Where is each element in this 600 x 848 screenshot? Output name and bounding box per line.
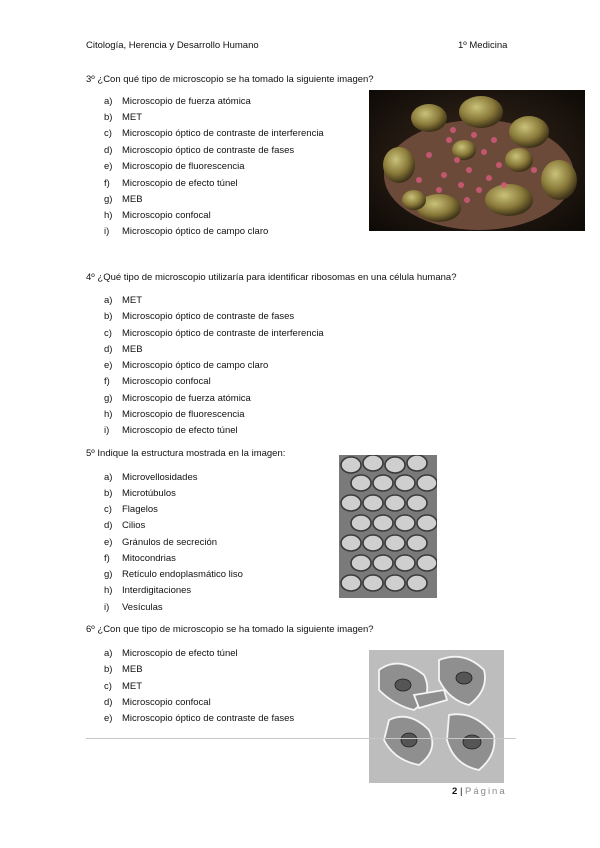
option-letter: i) xyxy=(104,425,110,436)
option-letter: b) xyxy=(104,664,113,675)
option[interactable] xyxy=(104,210,211,221)
page-number: 2 xyxy=(452,786,458,797)
option-letter: a) xyxy=(104,295,113,306)
option[interactable] xyxy=(104,328,324,339)
option[interactable] xyxy=(104,393,251,404)
option-letter: a) xyxy=(104,96,113,107)
option[interactable] xyxy=(104,585,191,596)
footer-page-number xyxy=(452,786,507,797)
option-letter: a) xyxy=(104,472,113,483)
option-text: MEB xyxy=(122,344,143,355)
option-text: MET xyxy=(122,681,143,692)
option[interactable] xyxy=(104,376,211,387)
option[interactable] xyxy=(104,226,268,237)
option[interactable] xyxy=(104,128,324,139)
option-text: Mitocondrias xyxy=(122,553,176,564)
option-letter: e) xyxy=(104,537,113,548)
option[interactable] xyxy=(104,178,238,189)
option-letter: b) xyxy=(104,311,113,322)
option-text: Microscopio de efecto túnel xyxy=(122,648,238,659)
option-text: Microscopio óptico de contraste de fases xyxy=(122,311,295,322)
option[interactable] xyxy=(104,488,176,499)
option-text: Microvellosidades xyxy=(122,472,198,483)
option-letter: g) xyxy=(104,194,113,205)
option-letter: c) xyxy=(104,681,112,692)
option-text: Microscopio de fuerza atómica xyxy=(122,96,251,107)
option-letter: d) xyxy=(104,344,113,355)
option-letter: a) xyxy=(104,648,113,659)
question-5-title: 5º Indique la estructura mostrada en la imagen: xyxy=(86,448,286,459)
header-year: 1º Medicina xyxy=(458,40,508,51)
option-text: Gránulos de secreción xyxy=(122,537,218,548)
option-text: MEB xyxy=(122,194,143,205)
option-text: Microtúbulos xyxy=(122,488,176,499)
option-text: Microscopio de efecto túnel xyxy=(122,178,238,189)
footer-separator: | xyxy=(459,786,463,797)
option-text: Microscopio confocal xyxy=(122,210,211,221)
option[interactable] xyxy=(104,537,217,548)
option-letter: c) xyxy=(104,504,112,515)
option-letter: h) xyxy=(104,210,113,221)
option-text: Microscopio óptico de contraste de fases xyxy=(122,713,295,724)
option-letter: e) xyxy=(104,360,113,371)
option-text: Microscopio confocal xyxy=(122,697,211,708)
option-letter: e) xyxy=(104,161,113,172)
option-letter: f) xyxy=(104,376,110,387)
option-text: Microscopio de efecto túnel xyxy=(122,425,238,436)
option-letter: b) xyxy=(104,112,113,123)
option[interactable] xyxy=(104,697,211,708)
option-text: Microscopio óptico de campo claro xyxy=(122,360,269,371)
option-text: Cilios xyxy=(122,520,146,531)
option-letter: d) xyxy=(104,145,113,156)
option[interactable] xyxy=(104,112,142,123)
option-letter: h) xyxy=(104,409,113,420)
option-letter: g) xyxy=(104,569,113,580)
option[interactable] xyxy=(104,713,294,724)
option-letter: f) xyxy=(104,178,110,189)
option-text: Interdigitaciones xyxy=(122,585,192,596)
option[interactable] xyxy=(104,161,245,172)
option[interactable] xyxy=(104,602,163,613)
header-course-title: Citología, Herencia y Desarrollo Humano xyxy=(86,40,259,51)
option[interactable] xyxy=(104,311,294,322)
option-letter: c) xyxy=(104,128,112,139)
question-6-title: 6º ¿Con que tipo de microscopio se ha tomado la siguiente imagen? xyxy=(86,624,374,635)
option[interactable] xyxy=(104,145,294,156)
option[interactable] xyxy=(104,344,143,355)
option-text: Microscopio óptico de contraste de fases xyxy=(122,145,295,156)
option-letter: d) xyxy=(104,697,113,708)
tem-cross-section-image xyxy=(339,455,437,598)
option-text: MET xyxy=(122,295,143,306)
option-letter: b) xyxy=(104,488,113,499)
option[interactable] xyxy=(104,664,143,675)
option-text: MET xyxy=(122,112,143,123)
option-letter: g) xyxy=(104,393,113,404)
option[interactable] xyxy=(104,360,268,371)
option-text: Microscopio óptico de contraste de interferencia xyxy=(122,328,324,339)
option[interactable] xyxy=(104,472,198,483)
footer-divider xyxy=(86,738,516,739)
option[interactable] xyxy=(104,504,158,515)
phase-contrast-cells-image xyxy=(369,650,504,783)
option[interactable] xyxy=(104,295,142,306)
option-text: Microscopio de fuerza atómica xyxy=(122,393,251,404)
option-text: Microscopio de fluorescencia xyxy=(122,409,245,420)
option-text: Microscopio óptico de contraste de interferencia xyxy=(122,128,324,139)
option-letter: f) xyxy=(104,553,110,564)
option-letter: h) xyxy=(104,585,113,596)
option-letter: c) xyxy=(104,328,112,339)
option[interactable] xyxy=(104,553,176,564)
option-letter: i) xyxy=(104,226,110,237)
option-letter: e) xyxy=(104,713,113,724)
option-text: Flagelos xyxy=(122,504,158,515)
option-text: Microscopio de fluorescencia xyxy=(122,161,245,172)
option[interactable] xyxy=(104,681,142,692)
question-3-title: 3º ¿Con qué tipo de microscopio se ha tomado la siguiente imagen? xyxy=(86,74,374,85)
sem-virus-cell-image xyxy=(369,90,585,231)
option[interactable] xyxy=(104,648,238,659)
option-text: Microscopio confocal xyxy=(122,376,211,387)
option[interactable] xyxy=(104,569,243,580)
option[interactable] xyxy=(104,194,143,205)
option[interactable] xyxy=(104,409,245,420)
option[interactable] xyxy=(104,425,238,436)
option-text: Vesículas xyxy=(122,602,163,613)
option[interactable] xyxy=(104,96,251,107)
page-word: Página xyxy=(465,786,507,797)
option-letter: d) xyxy=(104,520,113,531)
question-4-title: 4º ¿Qué tipo de microscopio utilizaría para identificar ribosomas en una célula humana? xyxy=(86,272,457,283)
option-text: MEB xyxy=(122,664,143,675)
option-letter: i) xyxy=(104,602,110,613)
option-text: Microscopio óptico de campo claro xyxy=(122,226,269,237)
option[interactable] xyxy=(104,520,145,531)
option-text: Retículo endoplasmático liso xyxy=(122,569,243,580)
